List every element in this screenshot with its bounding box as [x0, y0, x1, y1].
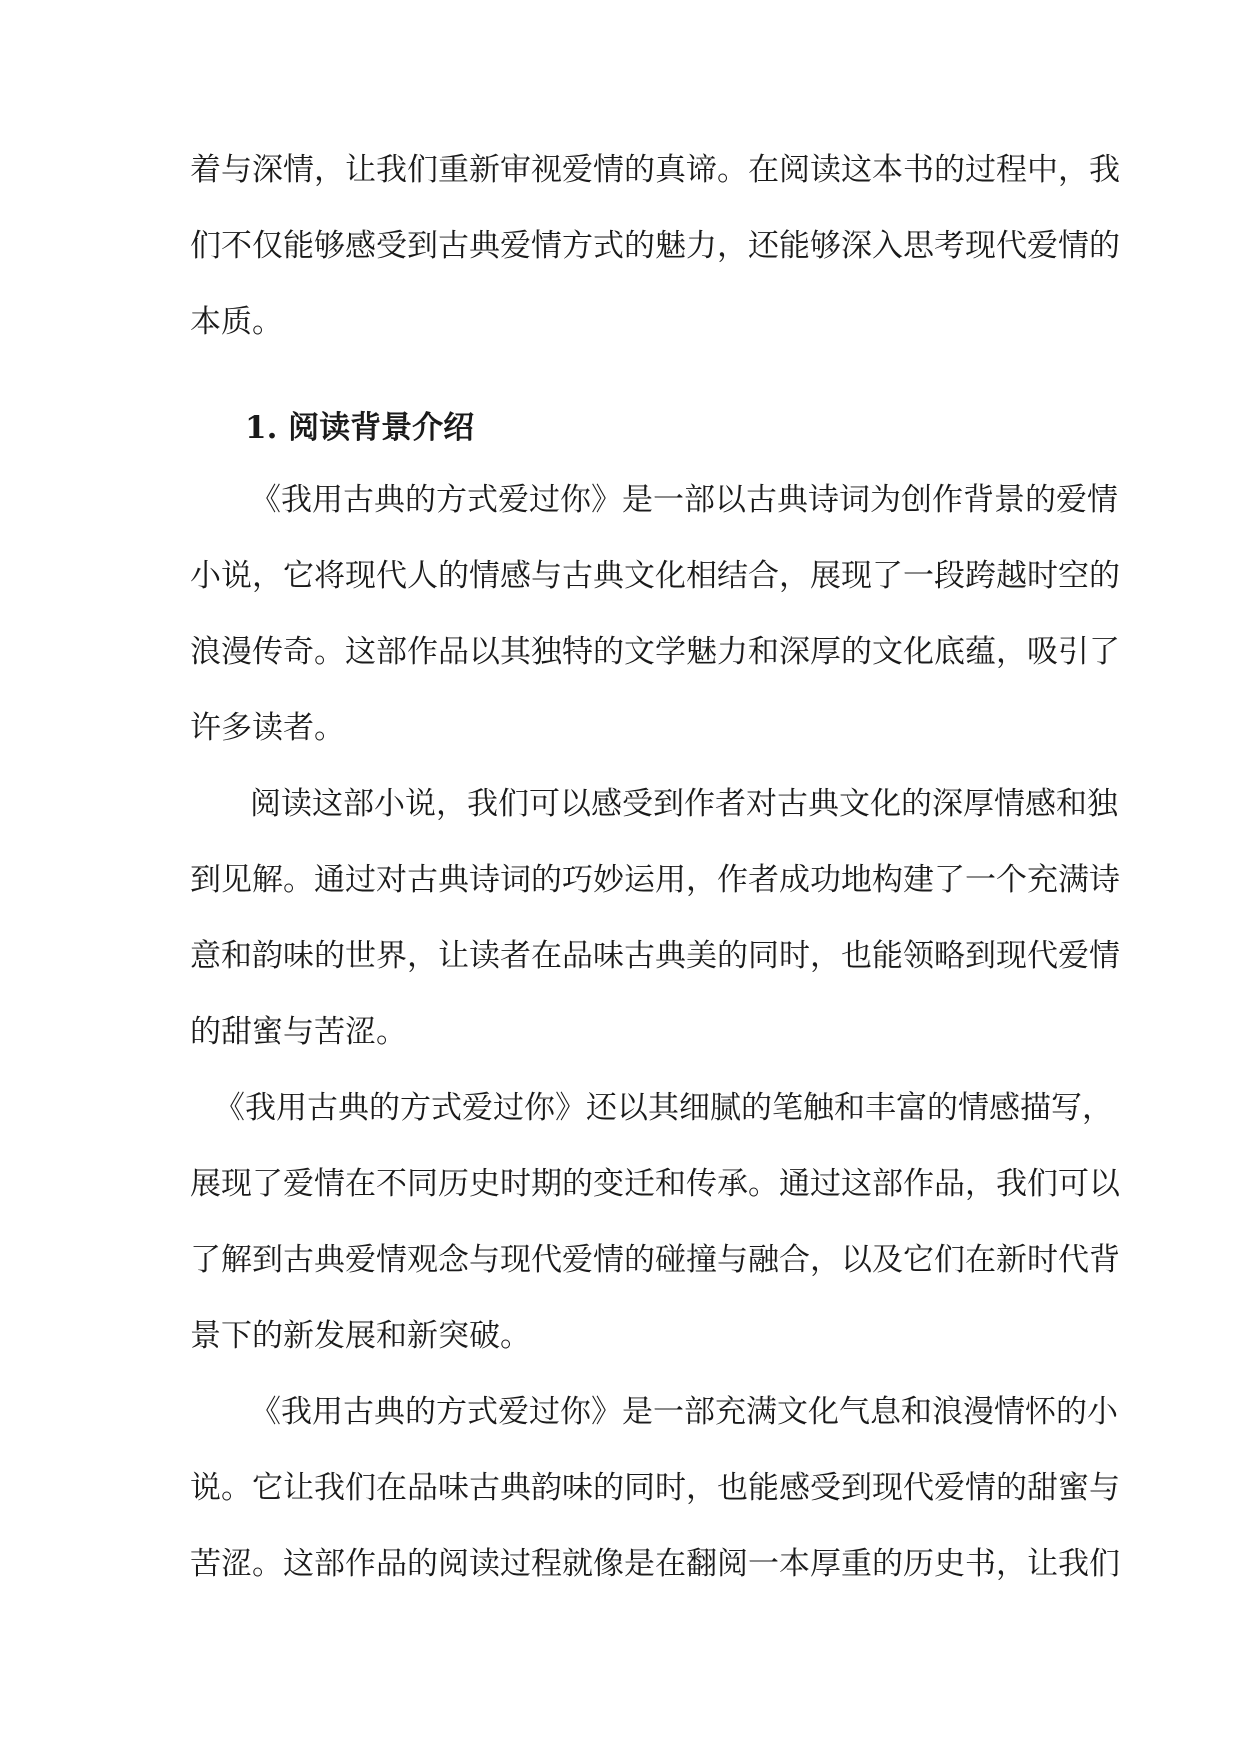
body-line: 景下的新发展和新突破。 [190, 1318, 531, 1354]
body-line: 了解到古典爱情观念与现代爱情的碰撞与融合，以及它们在新时代背 [190, 1242, 1120, 1278]
body-line: 们不仅能够感受到古典爱情方式的魅力，还能够深入思考现代爱情的 [190, 228, 1120, 264]
body-line: 意和韵味的世界，让读者在品味古典美的同时，也能领略到现代爱情 [190, 938, 1120, 974]
body-line: 小说，它将现代人的情感与古典文化相结合，展现了一段跨越时空的 [190, 558, 1120, 594]
body-line: 许多读者。 [190, 710, 345, 746]
body-line: 《我用古典的方式爱过你》是一部以古典诗词为创作背景的爱情 [250, 482, 1118, 518]
body-line: 《我用古典的方式爱过你》是一部充满文化气息和浪漫情怀的小 [250, 1394, 1118, 1430]
body-line: 展现了爱情在不同历史时期的变迁和传承。通过这部作品，我们可以 [190, 1166, 1120, 1202]
body-line: 浪漫传奇。这部作品以其独特的文学魅力和深厚的文化底蕴，吸引了 [190, 634, 1120, 670]
section-heading: 1. 阅读背景介绍 [245, 410, 475, 446]
body-line: 阅读这部小说，我们可以感受到作者对古典文化的深厚情感和独 [250, 786, 1118, 822]
body-line: 到见解。通过对古典诗词的巧妙运用，作者成功地构建了一个充满诗 [190, 862, 1120, 898]
body-line: 着与深情，让我们重新审视爱情的真谛。在阅读这本书的过程中，我 [190, 152, 1120, 188]
body-line: 《我用古典的方式爱过你》还以其细腻的笔触和丰富的情感描写， [214, 1090, 1113, 1126]
body-line: 苦涩。这部作品的阅读过程就像是在翻阅一本厚重的历史书，让我们 [190, 1546, 1120, 1582]
body-line: 本质。 [190, 304, 283, 340]
body-line: 的甜蜜与苦涩。 [190, 1014, 407, 1050]
body-line: 说。它让我们在品味古典韵味的同时，也能感受到现代爱情的甜蜜与 [190, 1470, 1120, 1506]
